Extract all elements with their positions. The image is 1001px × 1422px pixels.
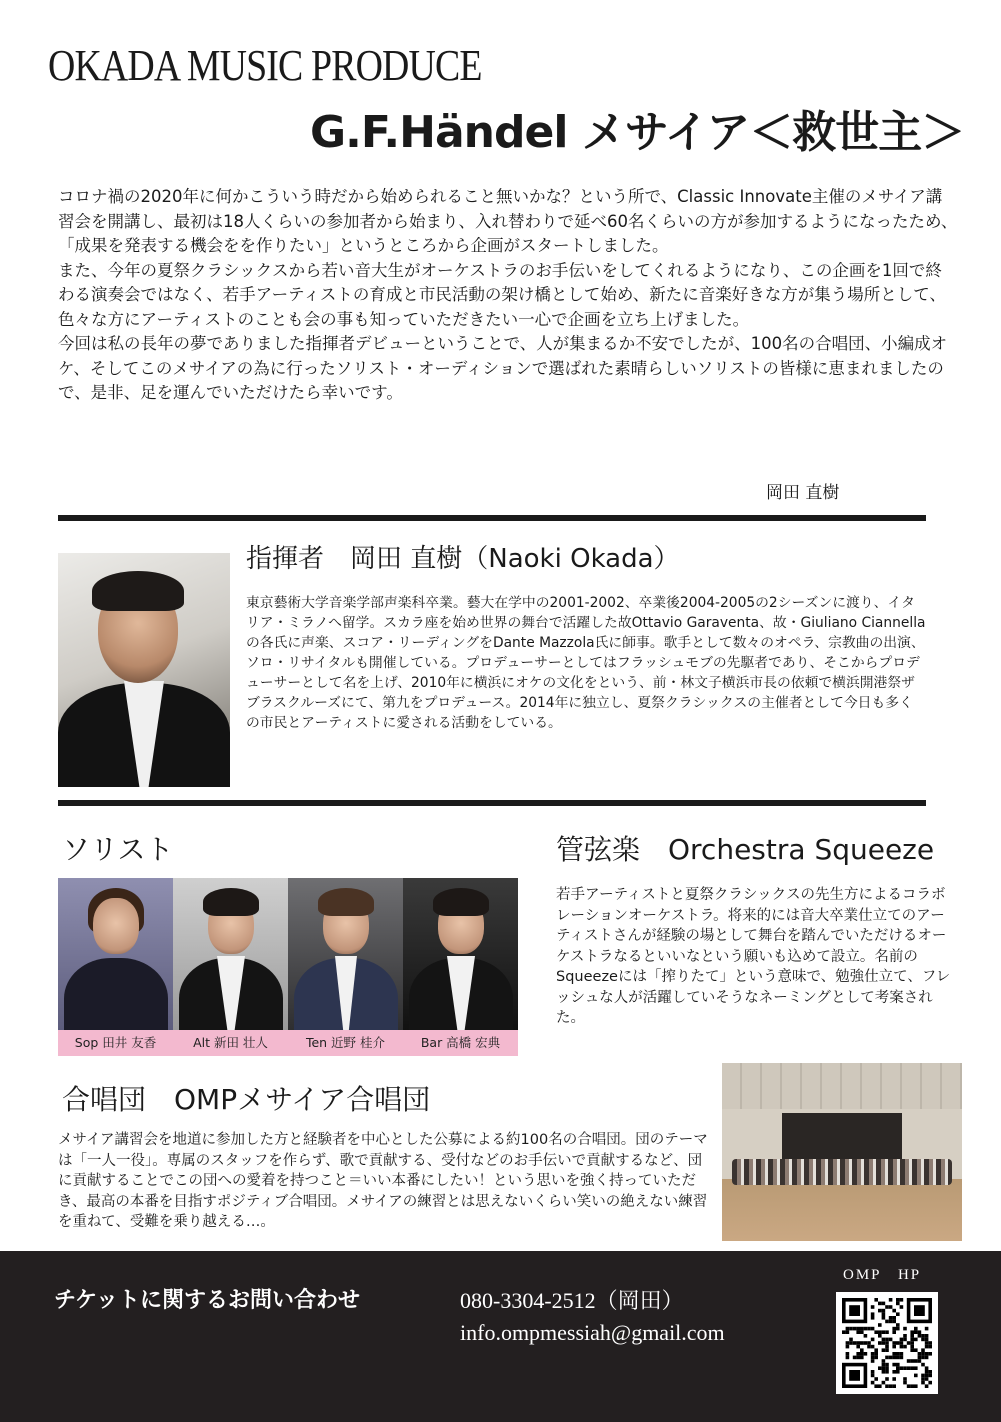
qr-label: OMP HP <box>843 1267 922 1283</box>
conductor-bio: 東京藝術大学音楽学部声楽科卒業。藝大在学中の2001-2002、卒業後2004-2005の2シーズンに渡り、イタリア・ミラノへ留学。スカラ座を始め世界の舞台で活躍した故Ottavio Garaventa、故・Giuliano Ciannellaの各氏に声楽、スコア・リーディングをDante Mazzola氏に師事。歌手として数々のオペラ、宗教曲の出演、ソロ・リサイタルも開催している。プロデューサーとしてはフラッシュモブの先駆者であり、そこからプロデューサーとして名を上げ、2010年に横浜にオケの文化をという、前・林文子横浜市長の依頼で横浜開港祭ザブラスクルーズにて、第九をプロデュース。2014年に独立し、夏祭クラシックスの主催者として今日も多くの市民とアーティストに愛される活動をしている。 <box>246 595 926 731</box>
orchestra-heading: 管弦楽 Orchestra Squeeze <box>556 833 935 866</box>
soloist-label: Bar 高橋 宏典 <box>420 1035 501 1050</box>
brand-name: OKADA MUSIC PRODUCE <box>48 41 482 90</box>
choir-heading: 合唱団 OMPメサイア合唱団 <box>62 1083 431 1116</box>
section-divider-middle <box>58 800 926 806</box>
soloists-heading: ソリスト <box>62 833 174 866</box>
contact-phone[interactable]: 080-3304-2512（岡田） <box>460 1288 684 1313</box>
intro-signature: 岡田 直樹 <box>766 483 840 503</box>
intro-paragraph-3: 今回は私の長年の夢でありました指揮者デビューということで、人が集まるか不安でしたが、100名の合唱団、小編成オケ、そしてこのメサイアの為に行ったソリスト・オーディションで選ばれた素晴らしいソリストの皆様に恵まれましたので、是非、足を運んでいただけたら幸いです。 <box>58 334 948 402</box>
ticket-inquiry-label: チケットに関するお問い合わせ <box>54 1288 361 1313</box>
rehearsal-hall-photo <box>722 1063 962 1241</box>
orchestra-description: 若手アーティストと夏祭クラシックスの先生方によるコラボレーションオーケストラ。将来的には音大卒業仕立てのアーティストさんが経験の場として舞台を踏んでいただけるオーケストラなるといいなという願いも込めて設立。名前のSqueezeには「搾りたて」という意味で、勉強仕立て、フレッシュな人が活躍していそうなネーミングとして考案された。 <box>556 887 951 1026</box>
intro-paragraph-2: また、今年の夏祭クラシックスから若い音大生がオーケストラのお手伝いをしてくれるようになり、この企画を1回で終わる演奏会ではなく、若手アーティストの育成と市民活動の架け橋として始め、新たに音楽好きな方が集う場所として、色々な方にアーティストのことも会の事も知っていただきたい一心で企画を立ち上げました。 <box>58 260 946 329</box>
conductor-photo-hair <box>92 571 184 611</box>
soloist-photo-tenor <box>288 878 403 1030</box>
conductor-photo <box>58 553 230 787</box>
soloist-photo-soprano <box>58 878 173 1030</box>
conductor-heading: 指揮者 岡田 直樹（Naoki Okada） <box>246 544 680 574</box>
qr-code-graphic <box>836 1292 938 1394</box>
intro-text <box>58 185 958 406</box>
soloists-photo-strip <box>58 878 518 1056</box>
soloist-label: Ten 近野 桂介 <box>305 1035 386 1050</box>
soloist-photo-alto <box>173 878 288 1030</box>
soloist-label: Sop 田井 友香 <box>74 1035 157 1050</box>
choir-description: メサイア講習会を地道に参加した方と経験者を中心とした公募による約100名の合唱団。団のテーマは「一人一役」。専属のスタッフを作らず、歌で貢献する、受付などのお手伝いで貢献するなど、団に貢献することでこの団への愛着を持つこと＝いい本番にしたい！という思いを強く持っていただき、最高の本番を目指すポジティブ合唱団。メサイアの練習とは思えないくらい笑いの絶えない練習を重ねて、受難を乗り越える…。 <box>58 1132 708 1230</box>
intro-paragraph-1: コロナ禍の2020年に何かこういう時だから始められること無いかな？という所で、Classic Innovate主催のメサイア講習会を開講し、最初は18人くらいの参加者から始まり、入れ替わりで延べ60名くらいの方が参加するようになったため、「成果を発表する機会をを作りたい」というところから企画がスタートしました。 <box>58 187 958 255</box>
concert-title: G.F.Händel メサイア＜救世主＞ <box>310 107 965 158</box>
soloist-labels <box>58 1030 518 1056</box>
contact-email[interactable]: info.ompmessiah@gmail.com <box>460 1320 725 1345</box>
soloist-label: Alt 新田 壮人 <box>193 1035 268 1050</box>
qr-code-icon[interactable] <box>836 1292 938 1394</box>
section-divider-top <box>58 515 926 521</box>
soloist-photo-baritone <box>403 878 518 1030</box>
ticket-footer <box>0 1251 1001 1422</box>
